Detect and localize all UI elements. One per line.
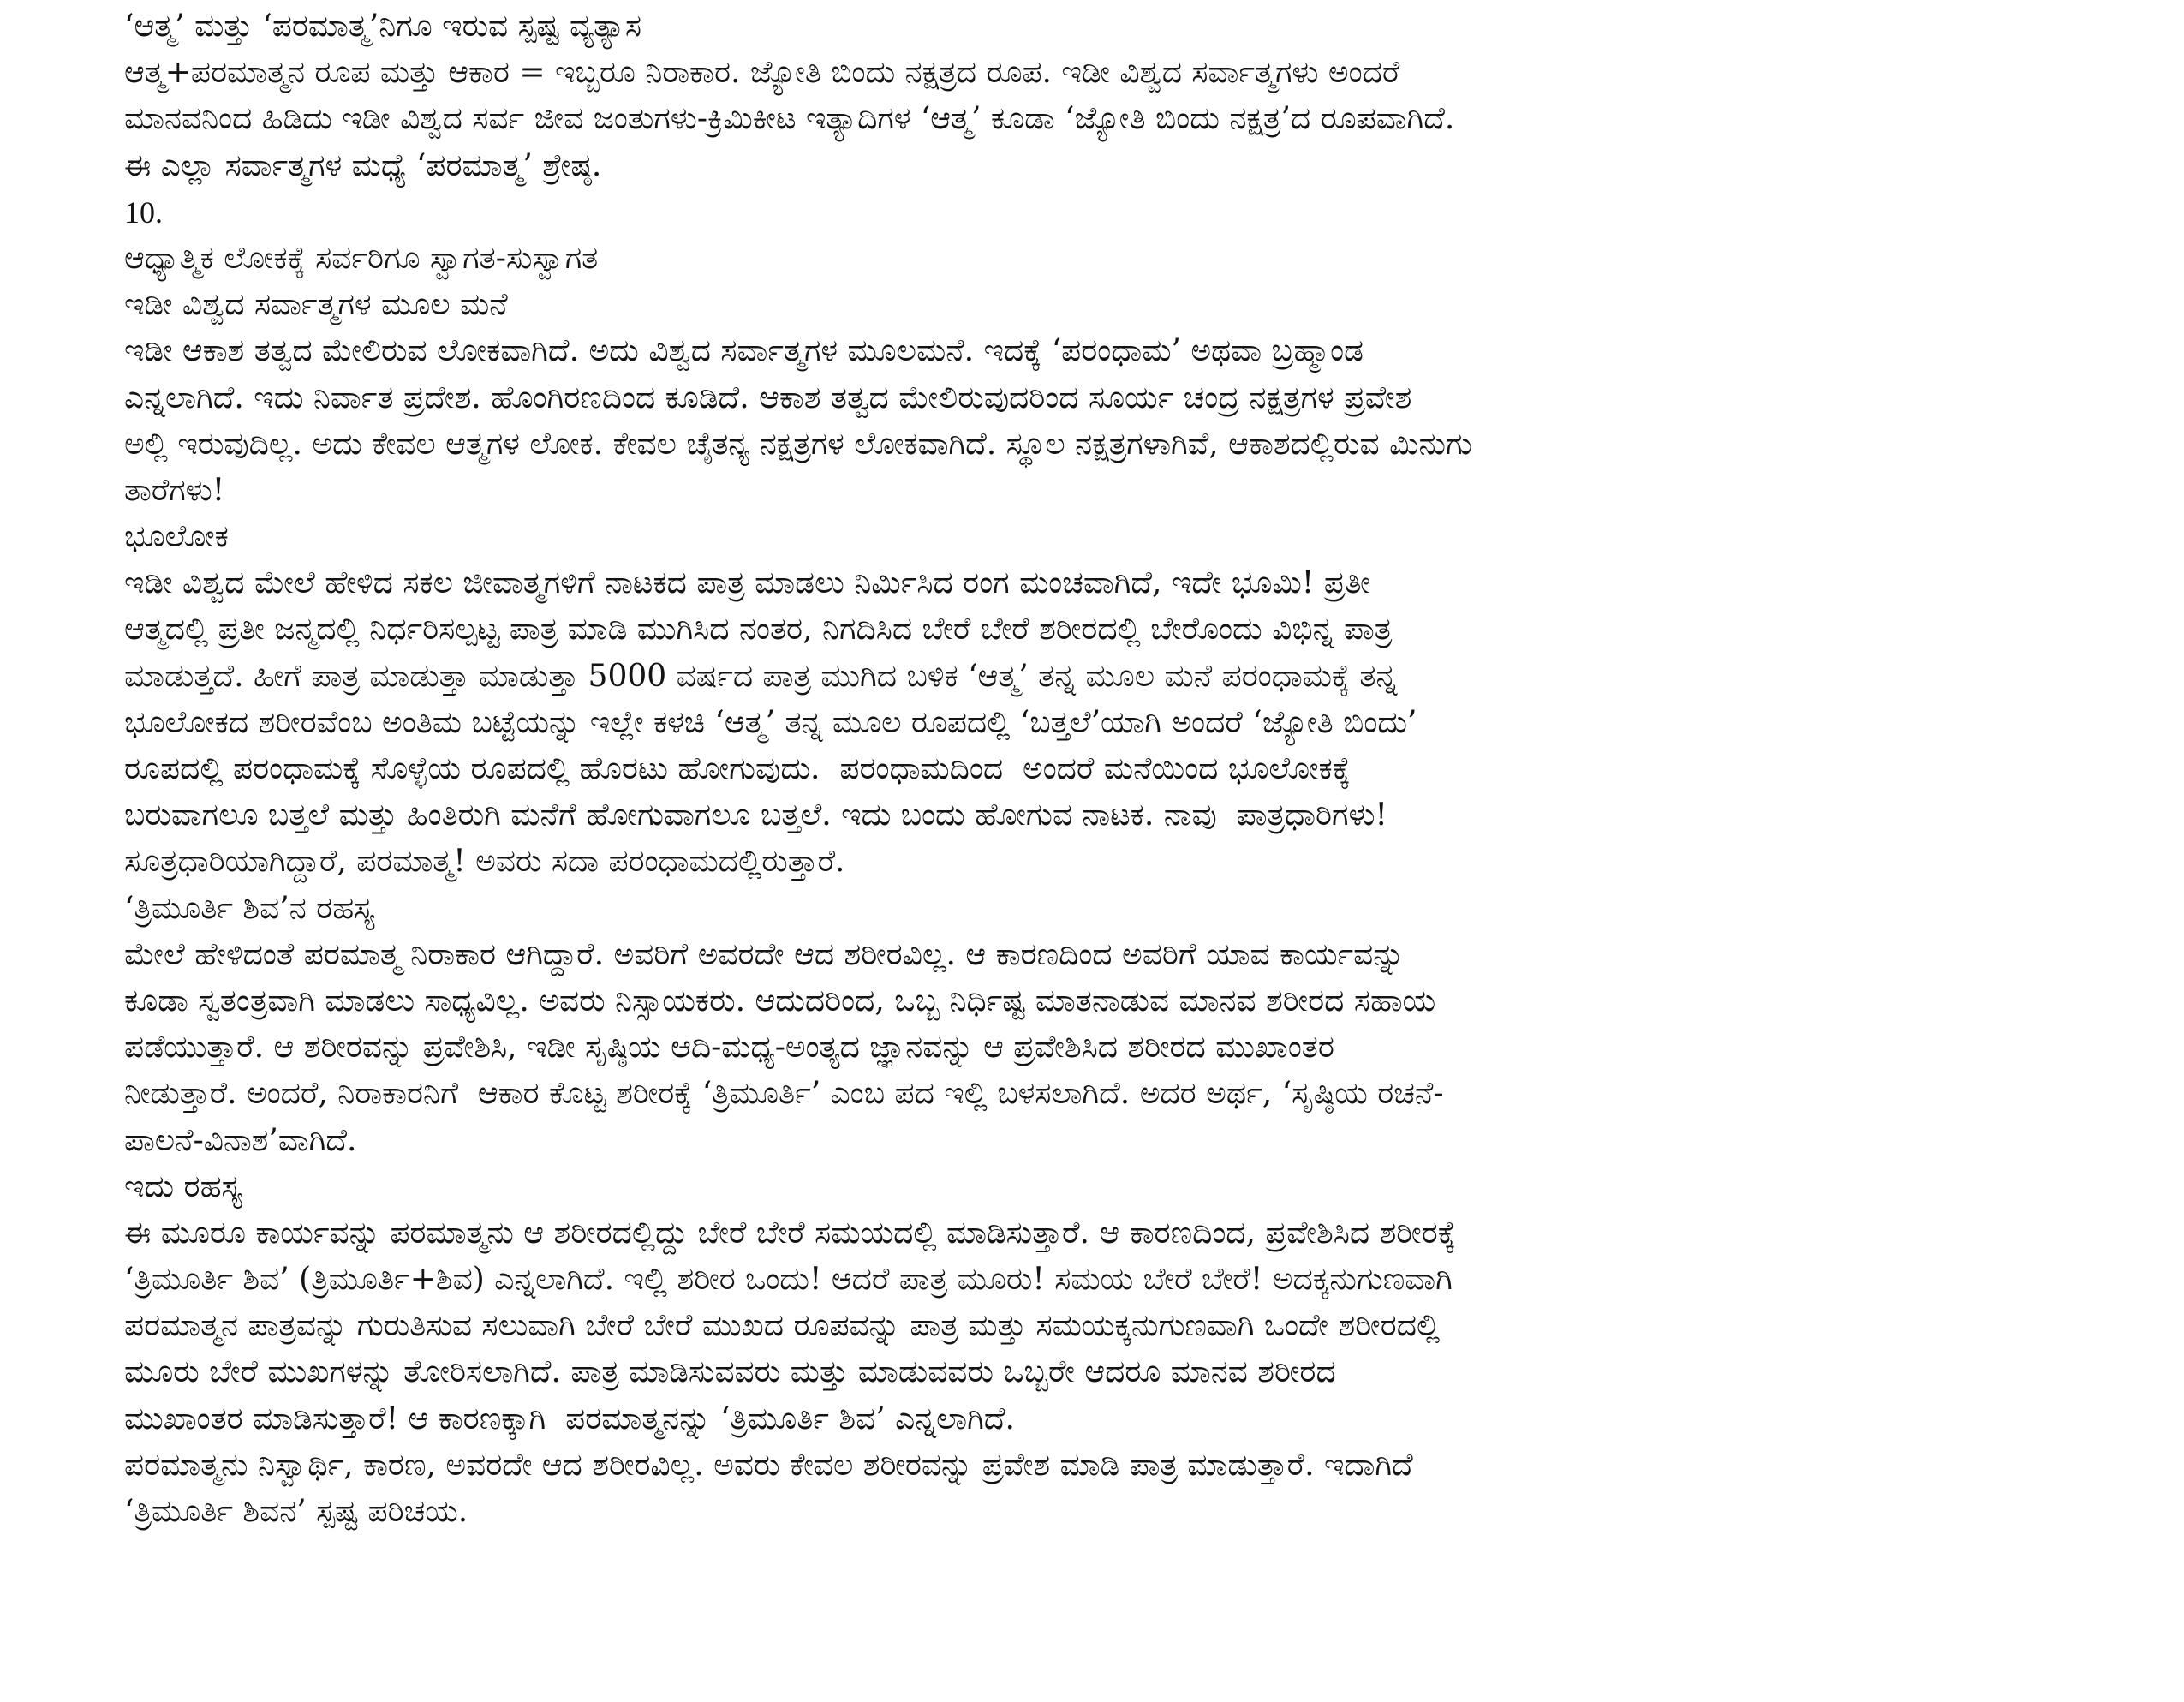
paragraph-line: ಸೂತ್ರಧಾರಿಯಾಗಿದ್ದಾರೆ, ಪರಮಾತ್ಮ! ಅವರು ಸದಾ ಪರಂಧಾಮದಲ್ಲಿರುತ್ತಾರೆ.	[124, 844, 845, 880]
paragraph-line: ಇಡೀ ಆಕಾಶ ತತ್ವದ ಮೇಲಿರುವ ಲೋಕವಾಗಿದೆ. ಅದು ವಿಶ್ವದ ಸರ್ವಾತ್ಮಗಳ ಮೂಲಮನೆ. ಇದಕ್ಕೆ ‘ಪರಂಧಾಮ’ ಅಥವಾ ಬ್ರಹ್ಮಾಂಡ	[124, 333, 1364, 369]
paragraph-line: ಮಾಡುತ್ತದೆ. ಹೀಗೆ ಪಾತ್ರ ಮಾಡುತ್ತಾ ಮಾಡುತ್ತಾ 5000 ವರ್ಷದ ಪಾತ್ರ ಮುಗಿದ ಬಳಿಕ ‘ಆತ್ಮ’ ತನ್ನ ಮೂಲ ಮನೆ ಪರಂಧಾಮಕ್ಕೆ ತನ್ನ	[124, 658, 1398, 694]
paragraph-line: ಪರಮಾತ್ಮನು ನಿಸ್ವಾರ್ಥಿ, ಕಾರಣ, ಅವರದೇ ಆದ ಶರೀರವಿಲ್ಲ. ಅವರು ಕೇವಲ ಶರೀರವನ್ನು ಪ್ರವೇಶ ಮಾಡಿ ಪಾತ್ರ ಮಾಡುತ್ತಾರೆ. ಇದಾಗಿದೆ	[124, 1447, 1413, 1483]
paragraph-line: ಬರುವಾಗಲೂ ಬತ್ತಲೆ ಮತ್ತು ಹಿಂತಿರುಗಿ ಮನೆಗೆ ಹೋಗುವಾಗಲೂ ಬತ್ತಲೆ. ಇದು ಬಂದು ಹೋಗುವ ನಾಟಕ. ನಾವು ಪಾತ್ರಧಾರಿಗಳು!	[124, 797, 1387, 833]
document-page	[124, 3, 2060, 1535]
paragraph-line: ಮುಖಾಂತರ ಮಾಡಿಸುತ್ತಾರೆ! ಆ ಕಾರಣಕ್ಕಾಗಿ ಪರಮಾತ್ಮನನ್ನು ‘ತ್ರಿಮೂರ್ತಿ ಶಿವ’ ಎನ್ನಲಾಗಿದೆ.	[124, 1400, 1015, 1436]
section-heading-home: ಇಡೀ ವಿಶ್ವದ ಸರ್ವಾತ್ಮಗಳ ಮೂಲ ಮನೆ	[124, 287, 508, 323]
section-heading-welcome: ಆಧ್ಯಾತ್ಮಿಕ ಲೋಕಕ್ಕೆ ಸರ್ವರಿಗೂ ಸ್ವಾಗತ-ಸುಸ್ವಾಗತ	[124, 240, 599, 276]
paragraph-line: ‘ತ್ರಿಮೂರ್ತಿ ಶಿವ’ (ತ್ರಿಮೂರ್ತಿ+ಶಿವ) ಎನ್ನಲಾಗಿದೆ. ಇಲ್ಲಿ ಶರೀರ ಒಂದು! ಆದರೆ ಪಾತ್ರ ಮೂರು! ಸಮಯ ಬೇರೆ ಬೇರೆ! ಅದಕ್ಕನುಗುಣವಾಗಿ	[124, 1262, 1453, 1298]
paragraph-line: ತಾರೆಗಳು!	[124, 472, 225, 508]
paragraph-line: ಪಾಲನೆ-ವಿನಾಶ’ವಾಗಿದೆ.	[124, 1122, 357, 1158]
paragraph-line: ಅಲ್ಲಿ ಇರುವುದಿಲ್ಲ. ಅದು ಕೇವಲ ಆತ್ಮಗಳ ಲೋಕ. ಕೇವಲ ಚೈತನ್ಯ ನಕ್ಷತ್ರಗಳ ಲೋಕವಾಗಿದೆ. ಸ್ಥೂಲ ನಕ್ಷತ್ರಗಳಾಗಿವೆ, ಆಕಾಶದಲ್ಲಿರುವ ಮಿನುಗು	[124, 426, 1472, 462]
section-heading-soul-difference: ‘ಆತ್ಮ’ ಮತ್ತು ‘ಪರಮಾತ್ಮ’ನಿಗೂ ಇರುವ ಸ್ಪಷ್ಟ ವ್ಯತ್ಯಾಸ	[124, 9, 641, 44]
section-heading-this-secret: ಇದು ರಹಸ್ಯ	[124, 1168, 242, 1204]
paragraph-line: ಆತ್ಮ+ಪರಮಾತ್ಮನ ರೂಪ ಮತ್ತು ಆಕಾರ = ಇಬ್ಬರೂ ನಿರಾಕಾರ. ಜ್ಯೋತಿ ಬಿಂದು ನಕ್ಷತ್ರದ ರೂಪ. ಇಡೀ ವಿಶ್ವದ ಸರ್ವಾತ್ಮಗಳು ಅಂದರೆ	[124, 55, 1400, 91]
section-heading-trimurti-secret: ‘ತ್ರಿಮೂರ್ತಿ ಶಿವ’ನ ರಹಸ್ಯ	[124, 890, 375, 926]
paragraph-line: ಮೂರು ಬೇರೆ ಮುಖಗಳನ್ನು ತೋರಿಸಲಾಗಿದೆ. ಪಾತ್ರ ಮಾಡಿಸುವವರು ಮತ್ತು ಮಾಡುವವರು ಒಬ್ಬರೇ ಆದರೂ ಮಾನವ ಶರೀರದ	[124, 1354, 1336, 1390]
paragraph-line: ಮೇಲೆ ಹೇಳಿದಂತೆ ಪರಮಾತ್ಮ ನಿರಾಕಾರ ಆಗಿದ್ದಾರೆ. ಅವರಿಗೆ ಅವರದೇ ಆದ ಶರೀರವಿಲ್ಲ. ಆ ಕಾರಣದಿಂದ ಅವರಿಗೆ ಯಾವ ಕಾರ್ಯವನ್ನು	[124, 936, 1405, 972]
section-number: 10.	[124, 194, 163, 230]
paragraph-line: ಎನ್ನಲಾಗಿದೆ. ಇದು ನಿರ್ವಾತ ಪ್ರದೇಶ. ಹೊಂಗಿರಣದಿಂದ ಕೂಡಿದೆ. ಆಕಾಶ ತತ್ವದ ಮೇಲಿರುವುದರಿಂದ ಸೂರ್ಯ ಚಂದ್ರ ನಕ್ಷತ್ರಗಳ ಪ್ರವೇಶ	[124, 379, 1412, 415]
paragraph-line: ಈ ಎಲ್ಲಾ ಸರ್ವಾತ್ಮಗಳ ಮಧ್ಯೆ ‘ಪರಮಾತ್ಮ’ ಶ್ರೇಷ್ಠ.	[124, 147, 602, 183]
paragraph-line: ರೂಪದಲ್ಲಿ ಪರಂಧಾಮಕ್ಕೆ ಸೊಳ್ಳೆಯ ರೂಪದಲ್ಲಿ ಹೊರಟು ಹೋಗುವುದು. ಪರಂಧಾಮದಿಂದ ಅಂದರೆ ಮನೆಯಿಂದ ಭೂಲೋಕಕ್ಕೆ	[124, 751, 1351, 786]
paragraph-line: ಮಾನವನಿಂದ ಹಿಡಿದು ಇಡೀ ವಿಶ್ವದ ಸರ್ವ ಜೀವ ಜಂತುಗಳು-ಕ್ರಿಮಿಕೀಟ ಇತ್ಯಾದಿಗಳ ‘ಆತ್ಮ’ ಕೂಡಾ ‘ಜ್ಯೋತಿ ಬಿಂದು ನಕ್ಷತ್ರ’ದ ರೂಪವಾಗಿದೆ.	[124, 101, 1455, 137]
paragraph-line: ಇಡೀ ವಿಶ್ವದ ಮೇಲೆ ಹೇಳಿದ ಸಕಲ ಜೀವಾತ್ಮಗಳಿಗೆ ನಾಟಕದ ಪಾತ್ರ ಮಾಡಲು ನಿರ್ಮಿಸಿದ ರಂಗ ಮಂಚವಾಗಿದೆ, ಇದೇ ಭೂಮಿ! ಪ್ರತೀ	[124, 565, 1370, 601]
paragraph-line: ಕೂಡಾ ಸ್ವತಂತ್ರವಾಗಿ ಮಾಡಲು ಸಾಧ್ಯವಿಲ್ಲ. ಅವರು ನಿಸ್ಸಾಯಕರು. ಆದುದರಿಂದ, ಒಬ್ಬ ನಿರ್ಧಿಷ್ಟ ಮಾತನಾಡುವ ಮಾನವ ಶರೀರದ ಸಹಾಯ	[124, 982, 1436, 1018]
paragraph-line: ಈ ಮೂರೂ ಕಾರ್ಯವನ್ನು ಪರಮಾತ್ಮನು ಆ ಶರೀರದಲ್ಲಿದ್ದು ಬೇರೆ ಬೇರೆ ಸಮಯದಲ್ಲಿ ಮಾಡಿಸುತ್ತಾರೆ. ಆ ಕಾರಣದಿಂದ, ಪ್ರವೇಶಿಸಿದ ಶರೀರಕ್ಕೆ	[124, 1215, 1456, 1251]
paragraph-line: ನೀಡುತ್ತಾರೆ. ಅಂದರೆ, ನಿರಾಕಾರನಿಗೆ ಆಕಾರ ಕೊಟ್ಟ ಶರೀರಕ್ಕೆ ‘ತ್ರಿಮೂರ್ತಿ’ ಎಂಬ ಪದ ಇಲ್ಲಿ ಬಳಸಲಾಗಿದೆ. ಅದರ ಅರ್ಥ, ‘ಸೃಷ್ಠಿಯ ರಚನೆ-	[124, 1076, 1444, 1112]
paragraph-line: ‘ತ್ರಿಮೂರ್ತಿ ಶಿವನ’ ಸ್ಪಷ್ಟ ಪರಿಚಯ.	[124, 1494, 468, 1529]
paragraph-line: ಪಡೆಯುತ್ತಾರೆ. ಆ ಶರೀರವನ್ನು ಪ್ರವೇಶಿಸಿ, ಇಡೀ ಸೃಷ್ಠಿಯ ಆದಿ-ಮಧ್ಯ-ಅಂತ್ಯದ ಜ್ಞಾನವನ್ನು ಆ ಪ್ರವೇಶಿಸಿದ ಶರೀರದ ಮುಖಾಂತರ	[124, 1030, 1334, 1066]
paragraph-line: ಪರಮಾತ್ಮನ ಪಾತ್ರವನ್ನು ಗುರುತಿಸುವ ಸಲುವಾಗಿ ಬೇರೆ ಬೇರೆ ಮುಖದ ರೂಪವನ್ನು ಪಾತ್ರ ಮತ್ತು ಸಮಯಕ್ಕನುಗುಣವಾಗಿ ಒಂದೇ ಶರೀರದಲ್ಲಿ	[124, 1308, 1441, 1344]
paragraph-line: ಆತ್ಮದಲ್ಲಿ ಪ್ರತೀ ಜನ್ಮದಲ್ಲಿ ನಿರ್ಧರಿಸಲ್ಪಟ್ಟ ಪಾತ್ರ ಮಾಡಿ ಮುಗಿಸಿದ ನಂತರ, ನಿಗದಿಸಿದ ಬೇರೆ ಬೇರೆ ಶರೀರದಲ್ಲಿ ಬೇರೊಂದು ವಿಭಿನ್ನ ಪಾತ್ರ	[124, 612, 1393, 648]
paragraph-line: ಭೂಲೋಕದ ಶರೀರವೆಂಬ ಅಂತಿಮ ಬಟ್ಟೆಯನ್ನು ಇಲ್ಲೇ ಕಳಚಿ ‘ಆತ್ಮ’ ತನ್ನ ಮೂಲ ರೂಪದಲ್ಲಿ ‘ಬತ್ತಲೆ’ಯಾಗಿ ಅಂದರೆ ‘ಜ್ಯೋತಿ ಬಿಂದು’	[124, 704, 1417, 740]
section-heading-earth: ಭೂಲೋಕ	[124, 519, 229, 555]
